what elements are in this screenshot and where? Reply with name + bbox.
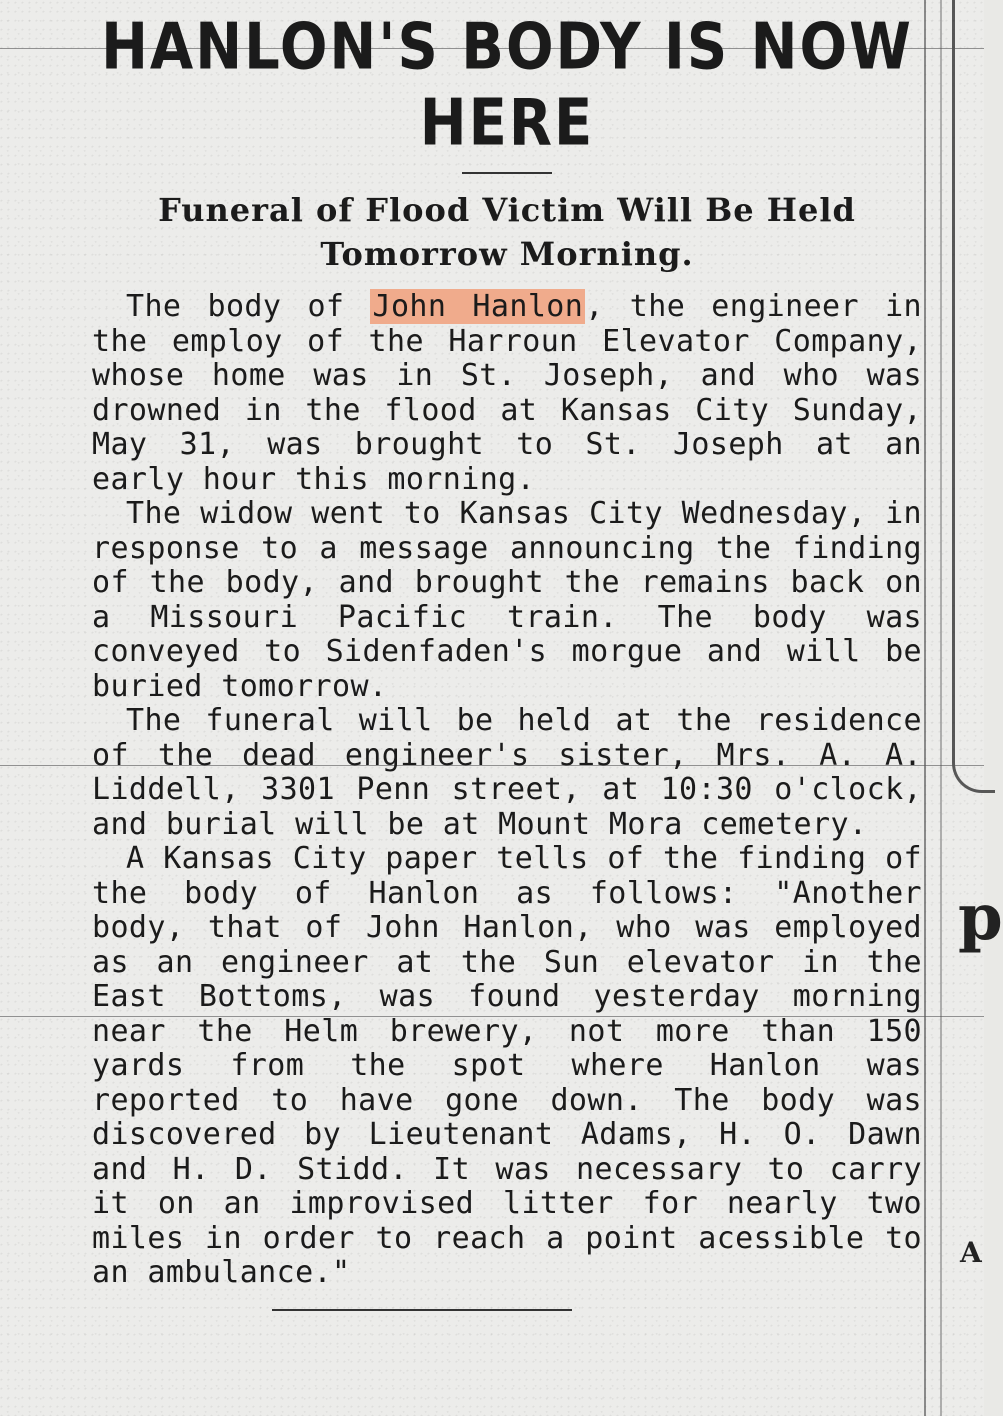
article-column: [92, 10, 922, 1311]
adjacent-column-border: [952, 0, 995, 793]
article-end-rule: [272, 1309, 572, 1311]
paragraph-1-lead: The body of: [126, 289, 371, 324]
adjacent-column-fragment-a: A: [960, 1236, 982, 1269]
headline: HANLON'S BODY IS NOW HERE: [101, 10, 913, 161]
article-body: [92, 290, 922, 1291]
paragraph-4: A Kansas City paper tells of the finding of the body of Hanlon as follows: "Another body, that of John Hanlon, who was employed as an engineer at the Sun elevator in the East Bottoms, was found yesterday morning near the Helm brewery, not more than 150 yards from the spot where Hanlon was reported to have gone down. The body was discovered by Lieutenant Adams, H. O. Dawn and H. D. Stidd. It was necessary to carry it on an improvised litter for nearly two miles in order to reach a point acessible to an ambulance.": [92, 841, 922, 1290]
paragraph-2: The widow went to Kansas City Wednesday, in response to a message announcing the finding of the body, and brought the remains back on a Missouri Pacific train. The body was conveyed to Sidenfaden's morgue and will be buried tomorrow.: [92, 496, 922, 704]
paragraph-1-rest: , the engineer in the employ of the Harroun Elevator Company, whose home was in St. Joseph, and who was drowned in the flood at Kansas City Sunday, May 31, was brought to St. Joseph at an early hour this morning.: [92, 289, 922, 497]
headline-rule: [462, 172, 552, 174]
paragraph-1: [92, 290, 922, 497]
subheadline: Funeral of Flood Victim Will Be Held Tomorrow Morning.: [158, 191, 856, 273]
adjacent-column-fragment-p: p: [958, 880, 1003, 955]
column-divider-right: [924, 0, 926, 1416]
column-divider-right-outer: [940, 0, 942, 1416]
paragraph-3: The funeral will be held at the residence of the dead engineer's sister, Mrs. A. A. Liddell, 3301 Penn street, at 10:30 o'clock, and burial will be at Mount Mora cemetery.: [92, 703, 922, 842]
highlighted-name: John Hanlon: [372, 289, 584, 324]
